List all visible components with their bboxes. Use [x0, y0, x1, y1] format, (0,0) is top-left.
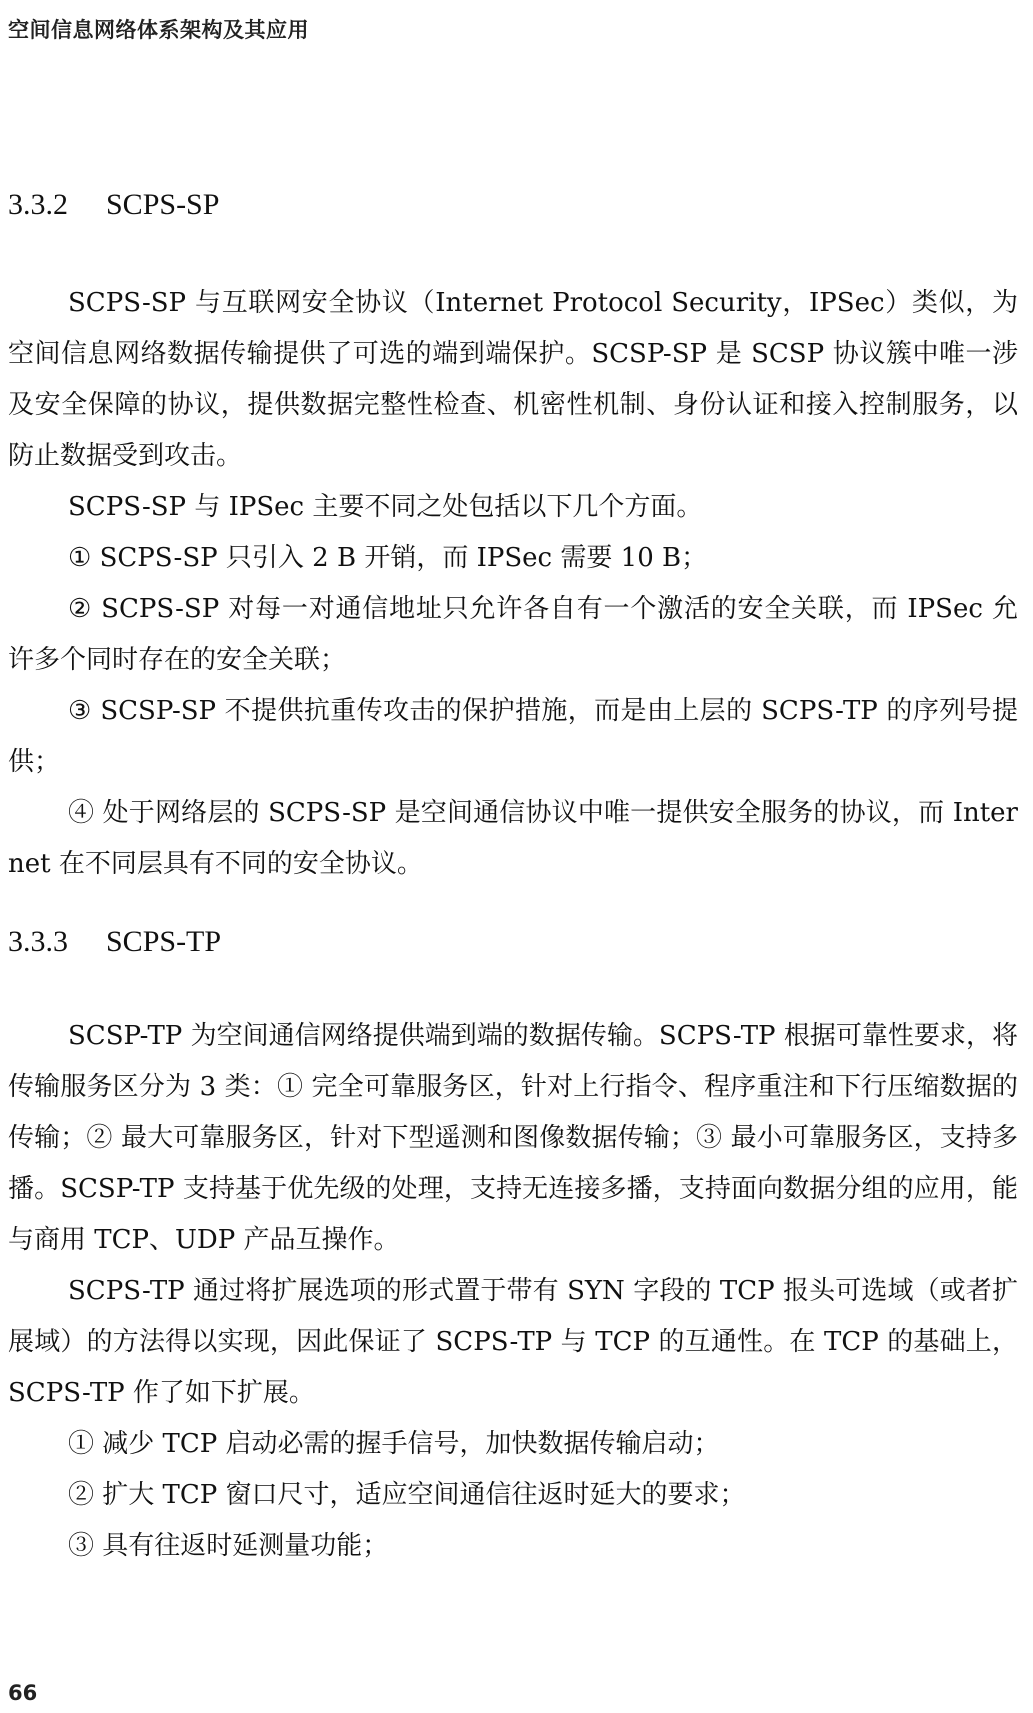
page-number: 66 [8, 1681, 38, 1705]
list-item: ③ SCSP-SP 不提供抗重传攻击的保护措施，而是由上层的 SCPS-TP 的序列号提供； [8, 696, 1018, 777]
running-head: 空间信息网络体系架构及其应用 [8, 18, 309, 42]
list-item: ② SCPS-SP 对每一对通信地址只允许各自有一个激活的安全关联，而 IPSec 允许多个同时存在的安全关联； [8, 594, 1018, 675]
section-number: 3.3.2 [8, 188, 68, 221]
paragraph: SCPS-TP 通过将扩展选项的形式置于带有 SYN 字段的 TCP 报头可选域（或者扩展域）的方法得以实现，因此保证了 SCPS-TP 与 TCP 的互通性。在 TCP 的基础上，SCPS-TP 作了如下扩展。 [8, 1276, 1018, 1408]
paragraph: SCSP-TP 为空间通信网络提供端到端的数据传输。SCPS-TP 根据可靠性要求，将传输服务区分为 3 类：① 完全可靠服务区，针对上行指令、程序重注和下行压缩数据的传输；② 最大可靠服务区，针对下型遥测和图像数据传输；③ 最小可靠服务区，支持多播。SCSP-TP 支持基于优先级的处理，支持无连接多播，支持面向数据分组的应用，能与商用 TCP、UDP 产品互操作。 [8, 1021, 1018, 1255]
section-heading-3-3-3 [8, 925, 221, 959]
list-item: ④ 处于网络层的 SCPS-SP 是空间通信协议中唯一提供安全服务的协议，而 Internet 在不同层具有不同的安全协议。 [8, 798, 1018, 879]
section-body-3-3-3 [8, 1011, 1018, 1572]
list-item: ① SCPS-SP 只引入 2 B 开销，而 IPSec 需要 10 B； [68, 543, 708, 573]
section-title: SCPS-SP [106, 188, 220, 221]
paragraph: SCPS-SP 与 IPSec 主要不同之处包括以下几个方面。 [68, 492, 703, 522]
section-title: SCPS-TP [106, 925, 222, 958]
section-heading-3-3-2 [8, 188, 219, 222]
section-number: 3.3.3 [8, 925, 68, 958]
list-item: ③ 具有往返时延测量功能； [68, 1531, 389, 1561]
list-item: ② 扩大 TCP 窗口尺寸，适应空间通信往返时延大的要求； [68, 1480, 746, 1510]
list-item: ① 减少 TCP 启动必需的握手信号，加快数据传输启动； [68, 1429, 720, 1459]
paragraph: SCPS-SP 与互联网安全协议（Internet Protocol Security，IPSec）类似，为空间信息网络数据传输提供了可选的端到端保护。SCSP-SP 是 SCSP 协议簇中唯一涉及安全保障的协议，提供数据完整性检查、机密性机制、身份认证和接入控制服务，以防止数据受到攻击。 [8, 288, 1018, 471]
section-body-3-3-2 [8, 278, 1018, 890]
